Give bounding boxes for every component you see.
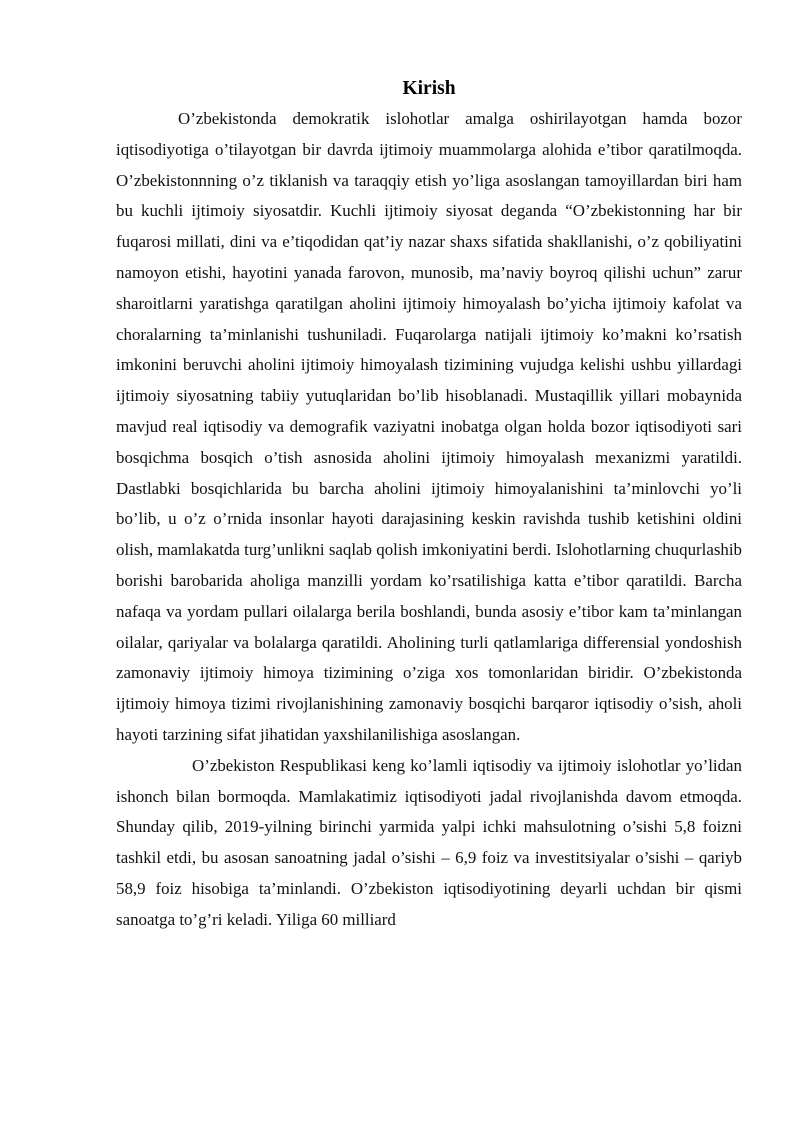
page-title: Kirish	[402, 78, 456, 99]
paragraph-1: O’zbekistonda demokratik islohotlar amalga oshirilayotgan hamda bozor iqtisodiyotiga o’tilayotgan bir davrda ijtimoiy muammolarga alohida e’tibor qaratilmoqda. O’zbekistonnning o’z tiklanish va taraqqiy etish yo’liga asoslangan tamoyillardan biri ham bu kuchli ijtimoiy siyosatdir. Kuchli ijtimoiy siyosat deganda “O’zbekistonning har bir fuqarosi millati, dini va e’tiqodidan qat’iy nazar shaxs sifatida shakllanishi, o’z qobiliyatini namoyon etishi, hayotini yanada farovon, munosib, ma’naviy boyroq qilishi uchun” zarur sharoitlarni yaratishga qaratilgan aholini ijtimoiy himoyalash bo’yicha ijtimoiy kafolat va choralarning ta’minlanishi tushuniladi. Fuqarolarga natijali ijtimoiy ko’makni ko’rsatish imkonini beruvchi aholini ijtimoiy himoyalash tizimining vujudga kelishi ushbu yillardagi ijtimoiy siyosatning tabiiy yutuqlaridan bo’lib hisoblanadi. Mustaqillik yillari mobaynida mavjud real iqtisodiy va demografik vaziyatni inobatga olgan holda bozor iqtisodiyoti sari bosqichma bosqich o’tish asnosida aholini ijtimoiy himoyalash mexanizmi yaratildi. Dastlabki bosqichlarida bu barcha aholini ijtimoiy himoyalanishini ta’minlovchi yo’li bo’lib, u o’z o’rnida insonlar hayoti darajasining keskin ravishda tushib ketishini oldini olish, mamlakatda turg’unlikni saqlab qolish imkoniyatini berdi. Islohotlarning chuqurlashib borishi barobarida aholiga manzilli yordam ko’rsatilishiga katta e’tibor qaratildi. Barcha nafaqa va yordam pullari oilalarga berila boshlandi, bunda asosiy e’tibor kam ta’minlangan oilalar, qariyalar va bolalarga qaratildi. Aholining turli qatlamlariga differensial yondoshish zamonaviy ijtimoiy himoya tizimining o’ziga xos tomonlaridan biridir. O’zbekistonda ijtimoiy himoya tizimi rivojlanishining zamonaviy bosqichi barqaror iqtisodiy o’sish, aholi hayoti tarzining sifat jihatidan yaxshilanilishiga asoslangan.	[116, 109, 742, 744]
document-body	[116, 74, 742, 936]
paragraph-2: O’zbekiston Respublikasi keng ko’lamli iqtisodiy va ijtimoiy islohotlar yo’lidan ishonch bilan bormoqda. Mamlakatimiz iqtisodiyoti jadal rivojlanishda davom etmoqda. Shunday qilib, 2019-yilning birinchi yarmida yalpi ichki mahsulotning o’sishi 5,8 foizni tashkil etdi, bu asosan sanoatning jadal o’sishi – 6,9 foiz va investitsiyalar o’sishi – qariyb 58,9 foiz hisobiga ta’minlandi. O’zbekiston iqtisodiyotining deyarli uchdan bir qismi sanoatga to’g’ri keladi. Yiliga 60 milliard	[116, 755, 742, 929]
